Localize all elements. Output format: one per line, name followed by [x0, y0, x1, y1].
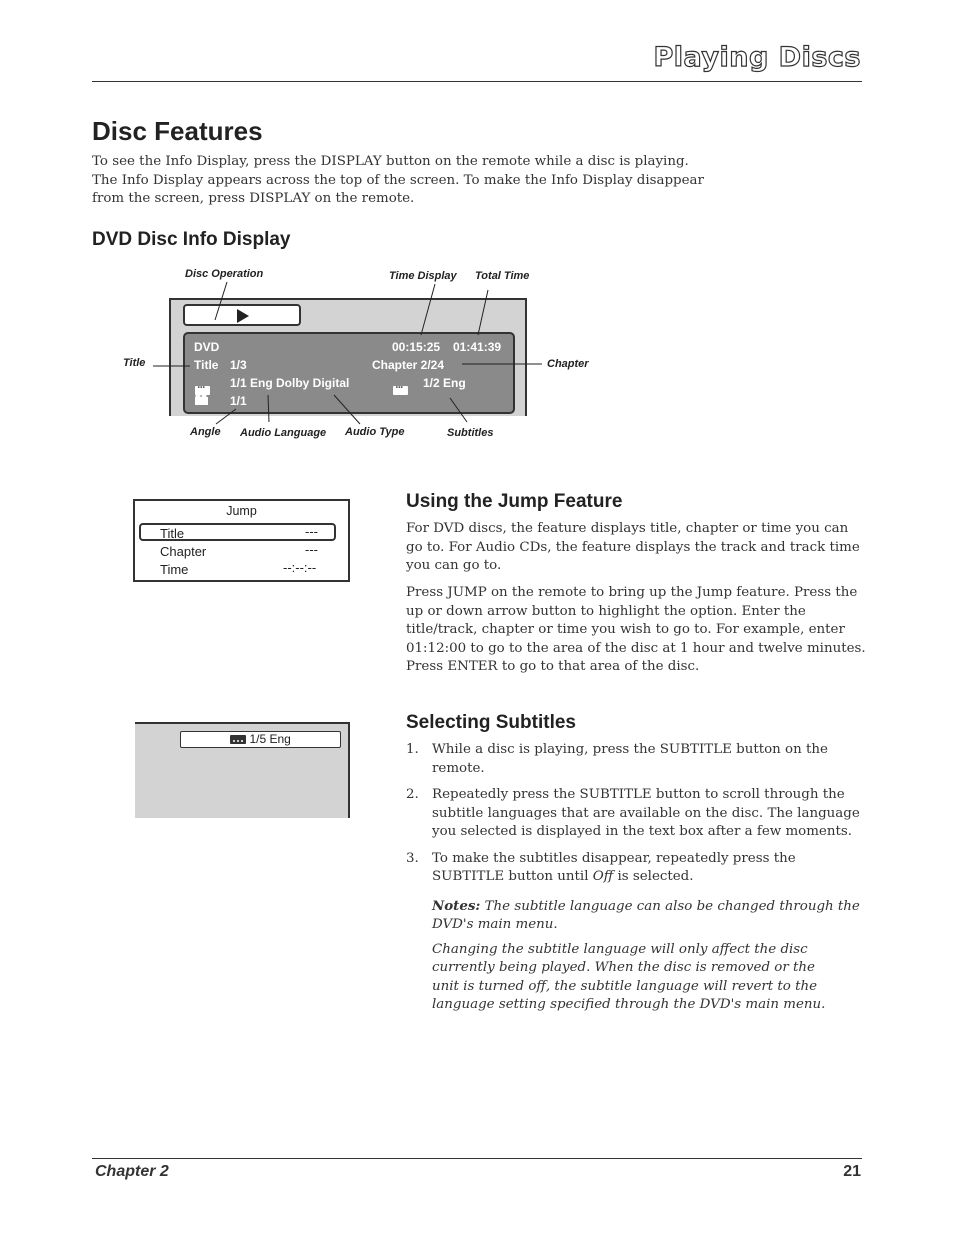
jump-row-time-label: Time: [160, 562, 189, 577]
jump-row-title-label: Title: [160, 526, 185, 541]
footer-page-number: 21: [843, 1163, 861, 1180]
note-1: Notes: The subtitle language can also be changed through the DVD's main menu.: [432, 897, 860, 932]
callout-angle: Angle: [190, 426, 221, 438]
note-2: Changing the subtitle language will only affect the disc currently being played. When the disc is removed or the unit is turned off, the subtitle language will revert to the language setting specified through the DVD's main menu.: [432, 941, 826, 1012]
callout-disc-operation: Disc Operation: [185, 268, 264, 280]
page-title: Disc Features: [92, 116, 263, 146]
jump-menu-header: Jump: [226, 504, 257, 518]
jump-row-time-value: --:--:--: [283, 560, 317, 575]
osd-audio: 1/1 Eng Dolby Digital: [230, 376, 350, 390]
subtitles-steps: [406, 741, 868, 1015]
subtitle-box-value: 1/5 Eng: [249, 732, 291, 746]
intro-paragraph: To see the Info Display, press the DISPLAY button on the remote while a disc is playing. The Info Display appears across the top of the screen. To make the Info Display disappear from the screen, press DISPLAY on the remote.: [92, 154, 704, 206]
jump-row-chapter-value: ---: [305, 542, 318, 557]
jump-row-chapter-label: Chapter: [160, 544, 207, 559]
info-display-diagram: [110, 262, 610, 447]
callout-time-display: Time Display: [389, 270, 457, 282]
callout-title: Title: [123, 357, 146, 369]
jump-menu: [133, 499, 350, 582]
info-display-heading: DVD Disc Info Display: [92, 229, 291, 250]
section-header: Playing Discs: [653, 42, 861, 73]
header-rule: [92, 81, 862, 82]
osd-chapter: Chapter 2/24: [372, 358, 445, 372]
list-item: 2. Repeatedly press the SUBTITLE button to scroll through the subtitle languages that are available on the disc. The language you selected is displayed in the text box after a few moments.: [406, 787, 860, 839]
callout-audio-type: Audio Type: [345, 426, 405, 438]
jump-heading: Using the Jump Feature: [406, 491, 623, 512]
footer-rule: [92, 1158, 862, 1159]
callout-lines: [110, 262, 610, 447]
osd-total-time: 01:41:39: [453, 340, 502, 354]
osd-elapsed-time: 00:15:25: [392, 340, 441, 354]
jump-row-title-value: ---: [305, 524, 318, 539]
osd-title-value: 1/3: [230, 358, 247, 372]
list-item: 1. While a disc is playing, press the SUBTITLE button on the remote.: [406, 742, 828, 776]
callout-chapter: Chapter: [547, 358, 589, 370]
osd-disc-type: DVD: [194, 340, 220, 354]
callout-audio-language: Audio Language: [240, 427, 327, 439]
subtitles-heading: Selecting Subtitles: [406, 712, 576, 733]
jump-paragraph-1: For DVD discs, the feature displays title, chapter or time you can go to. For Audio CDs, the feature displays the track and track time you can go to.: [406, 521, 860, 573]
osd-title-label: Title: [194, 358, 219, 372]
jump-paragraph-2: Press JUMP on the remote to bring up the Jump feature. Press the up or down arrow button to highlight the option. Enter the title/track, chapter or time you wish to go to. For example, enter 01:12:00 to go to the area of the disc at 1 hour and twelve minutes. Press ENTER to go to that area of the disc.: [406, 585, 866, 674]
callout-total-time: Total Time: [475, 270, 530, 282]
footer-chapter: Chapter 2: [95, 1163, 169, 1180]
subtitle-screen: [135, 722, 350, 818]
subtitle-icon: [230, 735, 246, 744]
subtitle-text-box: [180, 731, 341, 748]
osd-subtitle: 1/2 Eng: [423, 376, 466, 390]
list-item: 3. To make the subtitles disappear, repeatedly press the SUBTITLE button until Off is selected.: [406, 850, 796, 884]
osd-angle: 1/1: [230, 394, 247, 408]
callout-subtitles: Subtitles: [447, 427, 494, 439]
